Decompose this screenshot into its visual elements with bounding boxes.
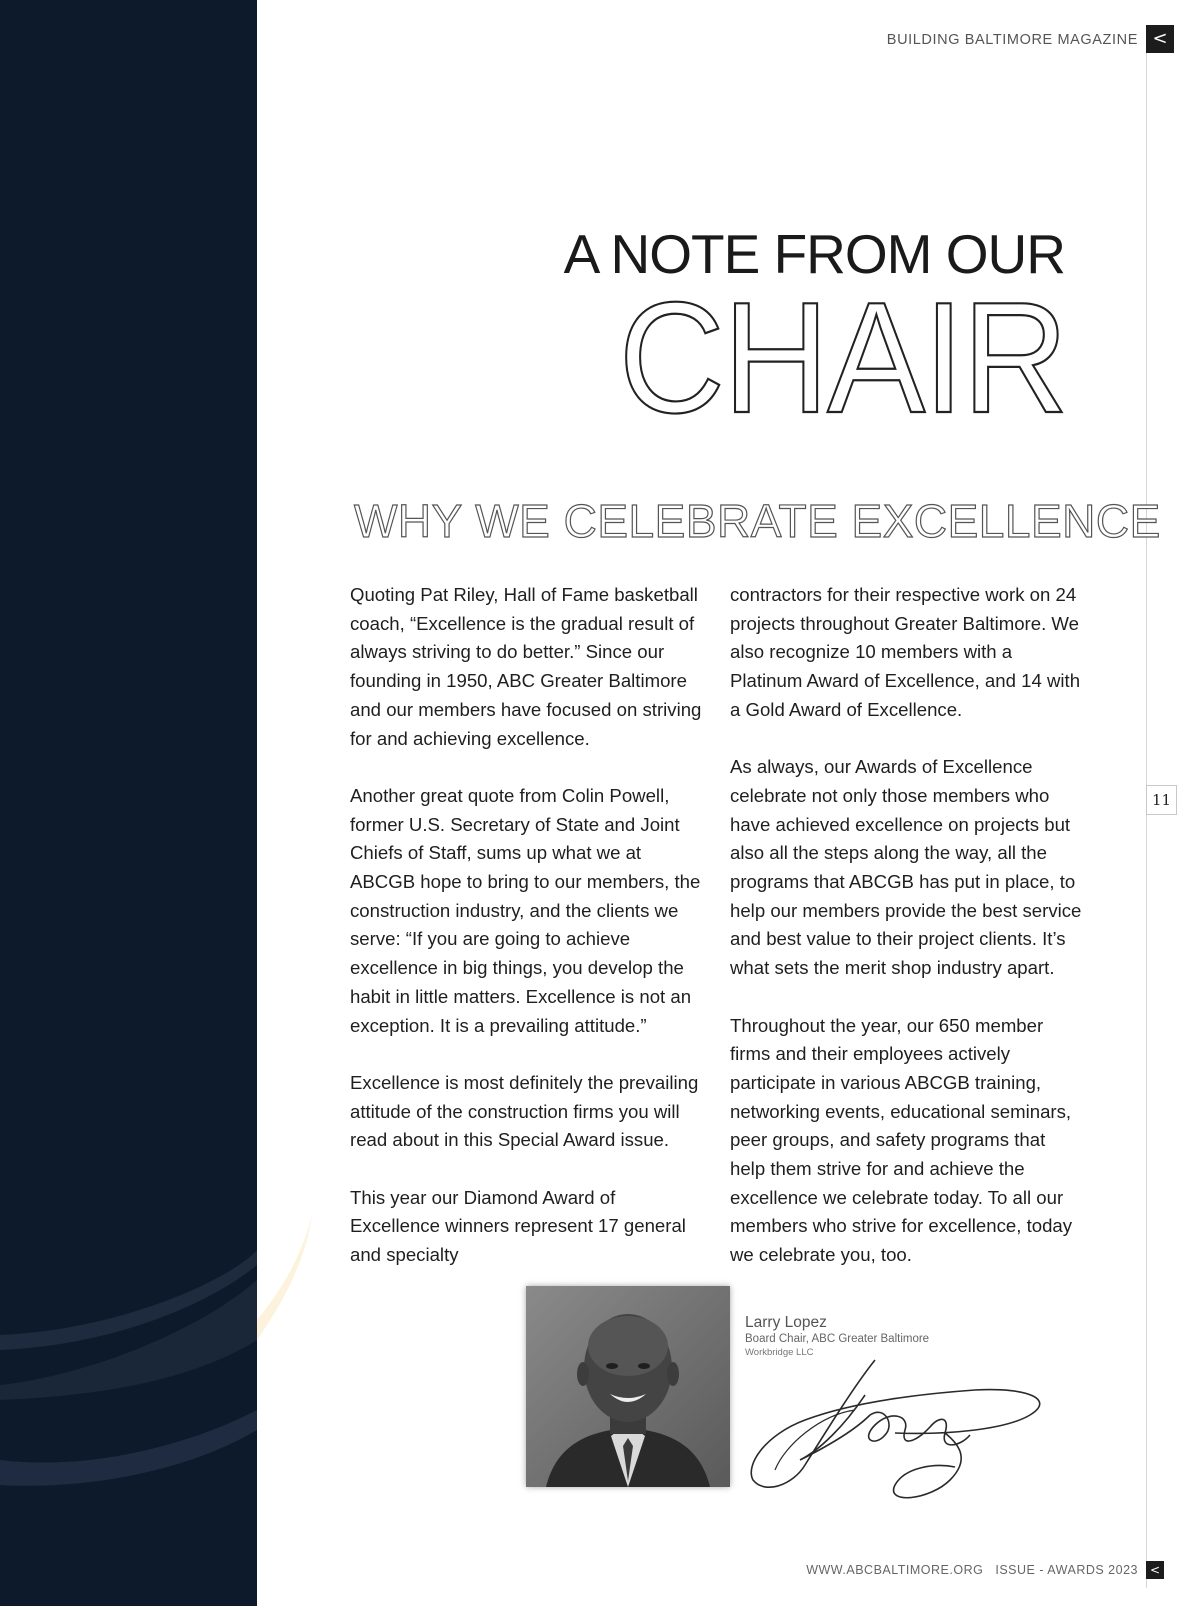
footer (806, 1563, 1138, 1577)
footer-previous-page-button[interactable]: < (1146, 1561, 1164, 1579)
paragraph: As always, our Awards of Excellence celebrate not only those members who have achieved excellence on projects but also all the steps along the way, all the programs that ABCGB has put in place, to help our members provide the best service and best value to their project clients. It’s what sets the merit shop industry apart. (730, 756, 1082, 979)
title-line-1: A NOTE FROM OUR (563, 223, 1065, 285)
page-number: 11 (1146, 785, 1177, 815)
footer-website[interactable]: WWW.ABCBALTIMORE.ORG (806, 1563, 984, 1577)
signatory-name: Larry Lopez (745, 1314, 827, 1331)
publication-name: BUILDING BALTIMORE MAGAZINE (886, 32, 1138, 48)
signatory-company: Workbridge LLC (745, 1347, 814, 1358)
body-column-right (730, 581, 1082, 1299)
portrait-illustration (526, 1286, 730, 1487)
swoosh-graphic (0, 0, 257, 1606)
previous-page-button[interactable]: < (1146, 25, 1174, 53)
article-subtitle: WHY WE CELEBRATE EXCELLENCE (354, 495, 1161, 547)
side-panel (0, 0, 257, 1606)
paragraph: Another great quote from Colin Powell, former U.S. Secretary of State and Joint Chiefs of Staff, sums up what we at ABCGB hope to bring to our members, the construction industry, and the clients we serve: “If you are going to achieve excellence in big things, you develop the habit in little matters. Excellence is not an exception. It is a prevailing attitude.” (350, 784, 701, 1036)
title-chair: CHAIR (619, 270, 1067, 446)
swoosh-accent (257, 1210, 317, 1350)
paragraph: Quoting Pat Riley, Hall of Fame basketball coach, “Excellence is the gradual result of always striving to do better.” Since our founding in 1950, ABC Greater Baltimore and our members have focused on striving for and achieving excellence. (350, 584, 702, 749)
paragraph: Excellence is most definitely the prevailing attitude of the construction firms you will read about in this Special Award issue. (350, 1071, 699, 1151)
chair-portrait-photo (526, 1286, 730, 1487)
paragraph: Throughout the year, our 650 member firms and their employees actively participate in various ABCGB training, networking events, educational seminars, peer groups, and safety programs that help them strive for and achieve the excellence we celebrate today. To all our members who strive for excellence, today we celebrate you, too. (730, 1014, 1073, 1266)
paragraph: This year our Diamond Award of Excellence winners represent 17 general and specialty (350, 1186, 686, 1266)
title-line-2 (585, 268, 1067, 449)
body-column-left (350, 581, 702, 1299)
footer-issue: ISSUE - AWARDS 2023 (995, 1563, 1138, 1577)
paragraph: contractors for their respective work on 24 projects throughout Greater Baltimore. We also recognize 10 members with a Platinum Award of Excellence, and 14 with a Gold Award of Excellence. (730, 584, 1081, 720)
signatory-role: Board Chair, ABC Greater Baltimore (745, 1333, 930, 1345)
handwritten-signature (745, 1355, 1055, 1505)
